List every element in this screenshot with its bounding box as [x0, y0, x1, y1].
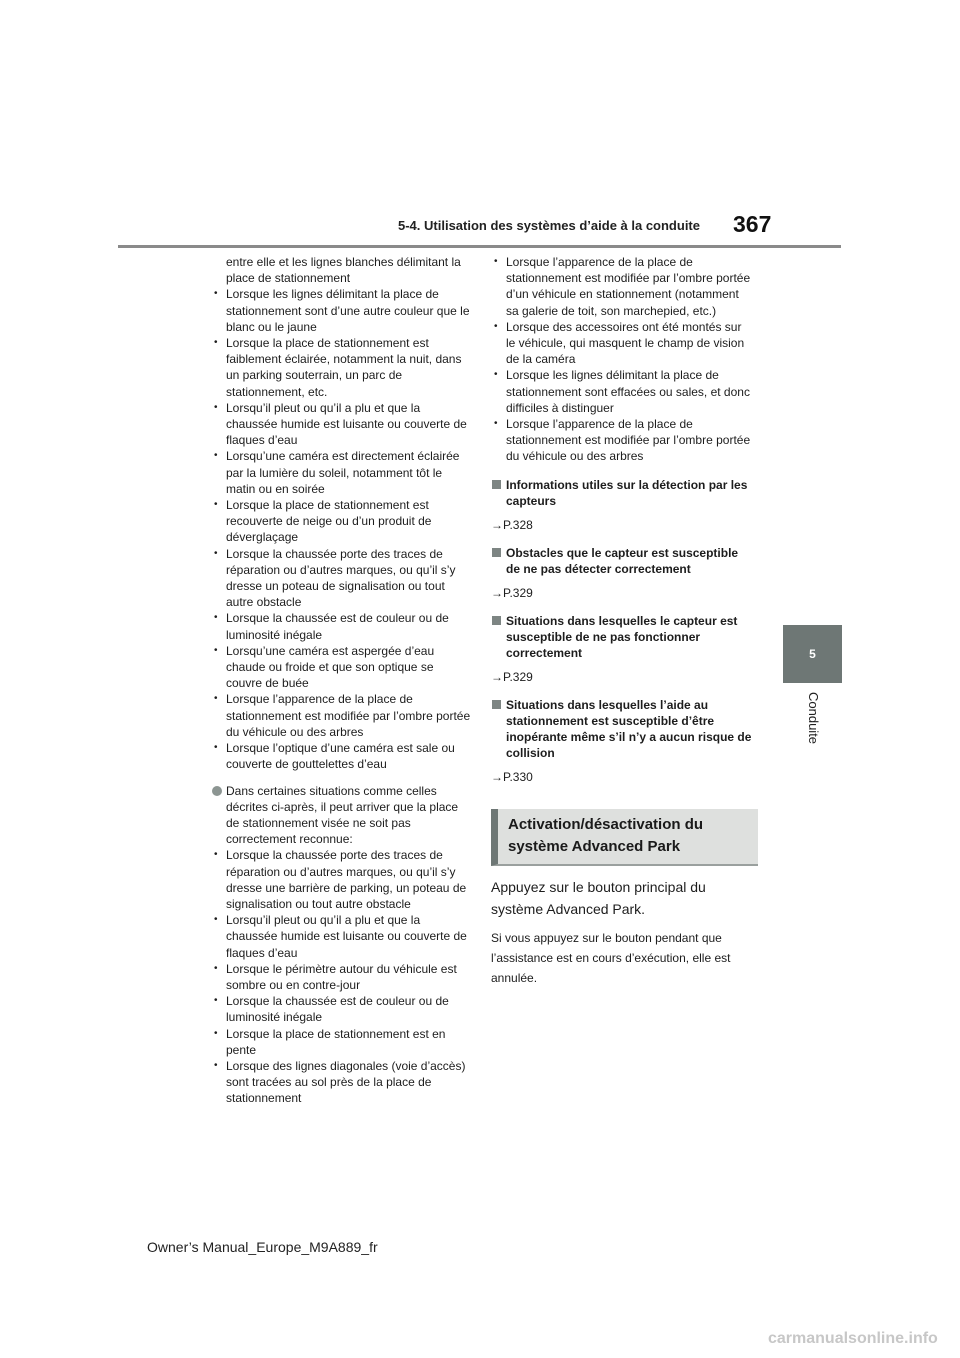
list-item: • Lorsque la place de stationnement est faiblement éclairée, notamment la nuit, dans un parking souterrain, un parc de stationnement, etc.	[211, 335, 471, 400]
list-item: • Lorsqu’il pleut ou qu’il a plu et que la chaussée humide est luisante ou couverte de flaques d’eau	[211, 912, 471, 961]
note-intro: Dans certaines situations comme celles décrites ci-après, il peut arriver que la place de stationnement visée ne soit pas correctement reconnue:	[226, 783, 459, 847]
instruction-note: Si vous appuyez sur le bouton pendant que l’assistance est en cours d’exécution, elle est annulée.	[491, 931, 731, 986]
condition-list	[211, 286, 471, 772]
list-item: • Lorsque la place de stationnement est recouverte de neige ou d’un produit de déverglaçage	[211, 497, 471, 546]
subsection-heading: Situations dans lesquelles le capteur est susceptible de ne pas fonctionner correctement	[491, 613, 753, 661]
left-column	[211, 254, 471, 1107]
list-item: • Lorsqu’il pleut ou qu’il a plu et que la chaussée humide est luisante ou couverte de flaques d’eau	[211, 400, 471, 449]
note-block	[211, 783, 471, 848]
list-item: • Lorsque l’optique d’une caméra est sale ou couverte de gouttelettes d’eau	[211, 740, 471, 772]
list-item: • Lorsqu’une caméra est directement éclairée par la lumière du soleil, notamment tôt le matin ou en soirée	[211, 448, 471, 497]
list-item: • Lorsque l’apparence de la place de stationnement est modifiée par l’ombre portée d’un véhicule en stationnement (notamment sa galerie de toit, son marchepied, etc.)	[491, 254, 753, 319]
watermark: carmanualsonline.info	[768, 1330, 938, 1347]
circle-bullet-icon	[212, 786, 222, 796]
list-item: • Lorsque l’apparence de la place de stationnement est modifiée par l’ombre portée du véhicule ou des arbres	[491, 416, 753, 465]
continued-text: entre elle et les lignes blanches délimitant la place de stationnement	[226, 255, 461, 286]
right-column	[491, 254, 753, 988]
page-reference-link[interactable]: →P.329	[491, 585, 533, 600]
list-item: • Lorsque des lignes diagonales (voie d’accès) sont tracées au sol près de la place de stationnement	[211, 1058, 471, 1107]
instruction-text: Appuyez sur le bouton principal du système Advanced Park.	[491, 879, 706, 918]
list-item: • Lorsque la chaussée est de couleur ou de luminosité inégale	[211, 993, 471, 1025]
square-bullet-icon	[492, 700, 501, 709]
list-item: • Lorsque le périmètre autour du véhicule est sombre ou en contre-jour	[211, 961, 471, 993]
condition-list-continued	[491, 254, 753, 465]
list-item: • Lorsque la chaussée porte des traces de réparation ou d’autres marques, ou qu’il s’y dresse une barrière de parking, un poteau de signalisation ou tout autre obstacle	[211, 847, 471, 912]
square-bullet-icon	[492, 616, 501, 625]
section-heading-box: Activation/désactivation du système Advanced Park	[491, 809, 758, 866]
page-number: 367	[733, 211, 772, 237]
page-reference-link[interactable]: →P.329	[491, 670, 533, 685]
square-bullet-icon	[492, 548, 501, 557]
list-item: • Lorsque des accessoires ont été montés sur le véhicule, qui masquent le champ de vision de la caméra	[491, 319, 753, 368]
subsection-heading: Informations utiles sur la détection par les capteurs	[491, 477, 753, 509]
list-item: • Lorsque la chaussée porte des traces de réparation ou d’autres marques, ou qu’il s’y dresse un poteau de signalisation ou tout autre obstacle	[211, 546, 471, 611]
list-item: • Lorsqu’une caméra est aspergée d’eau chaude ou froide et que son optique se couvre de buée	[211, 643, 471, 692]
list-item: • Lorsque la chaussée est de couleur ou de luminosité inégale	[211, 610, 471, 642]
chapter-number: 5	[809, 647, 816, 661]
page-reference-link[interactable]: →P.328	[491, 517, 533, 532]
page-reference-link[interactable]: →P.330	[491, 770, 533, 785]
note-list	[211, 847, 471, 1106]
chapter-tab	[783, 625, 842, 683]
section-header-title: 5-4. Utilisation des systèmes d’aide à la conduite	[398, 218, 700, 233]
subsection-heading: Obstacles que le capteur est susceptible de ne pas détecter correctement	[491, 545, 753, 577]
list-item: • Lorsque les lignes délimitant la place de stationnement sont d’une autre couleur que le blanc ou le jaune	[211, 286, 471, 335]
header-divider	[118, 245, 841, 248]
square-bullet-icon	[492, 480, 501, 489]
list-item: • Lorsque les lignes délimitant la place de stationnement sont effacées ou sales, et donc difficiles à distinguer	[491, 367, 753, 416]
chapter-label: Conduite	[806, 692, 821, 745]
subsection-heading: Situations dans lesquelles l’aide au stationnement est susceptible d’être inopérante même s’il n’y a aucun risque de collision	[491, 697, 753, 761]
list-item: • Lorsque l’apparence de la place de stationnement est modifiée par l’ombre portée du véhicule ou des arbres	[211, 691, 471, 740]
footer-document-id: Owner’s Manual_Europe_M9A889_fr	[147, 1239, 378, 1255]
list-item: • Lorsque la place de stationnement est en pente	[211, 1026, 471, 1058]
